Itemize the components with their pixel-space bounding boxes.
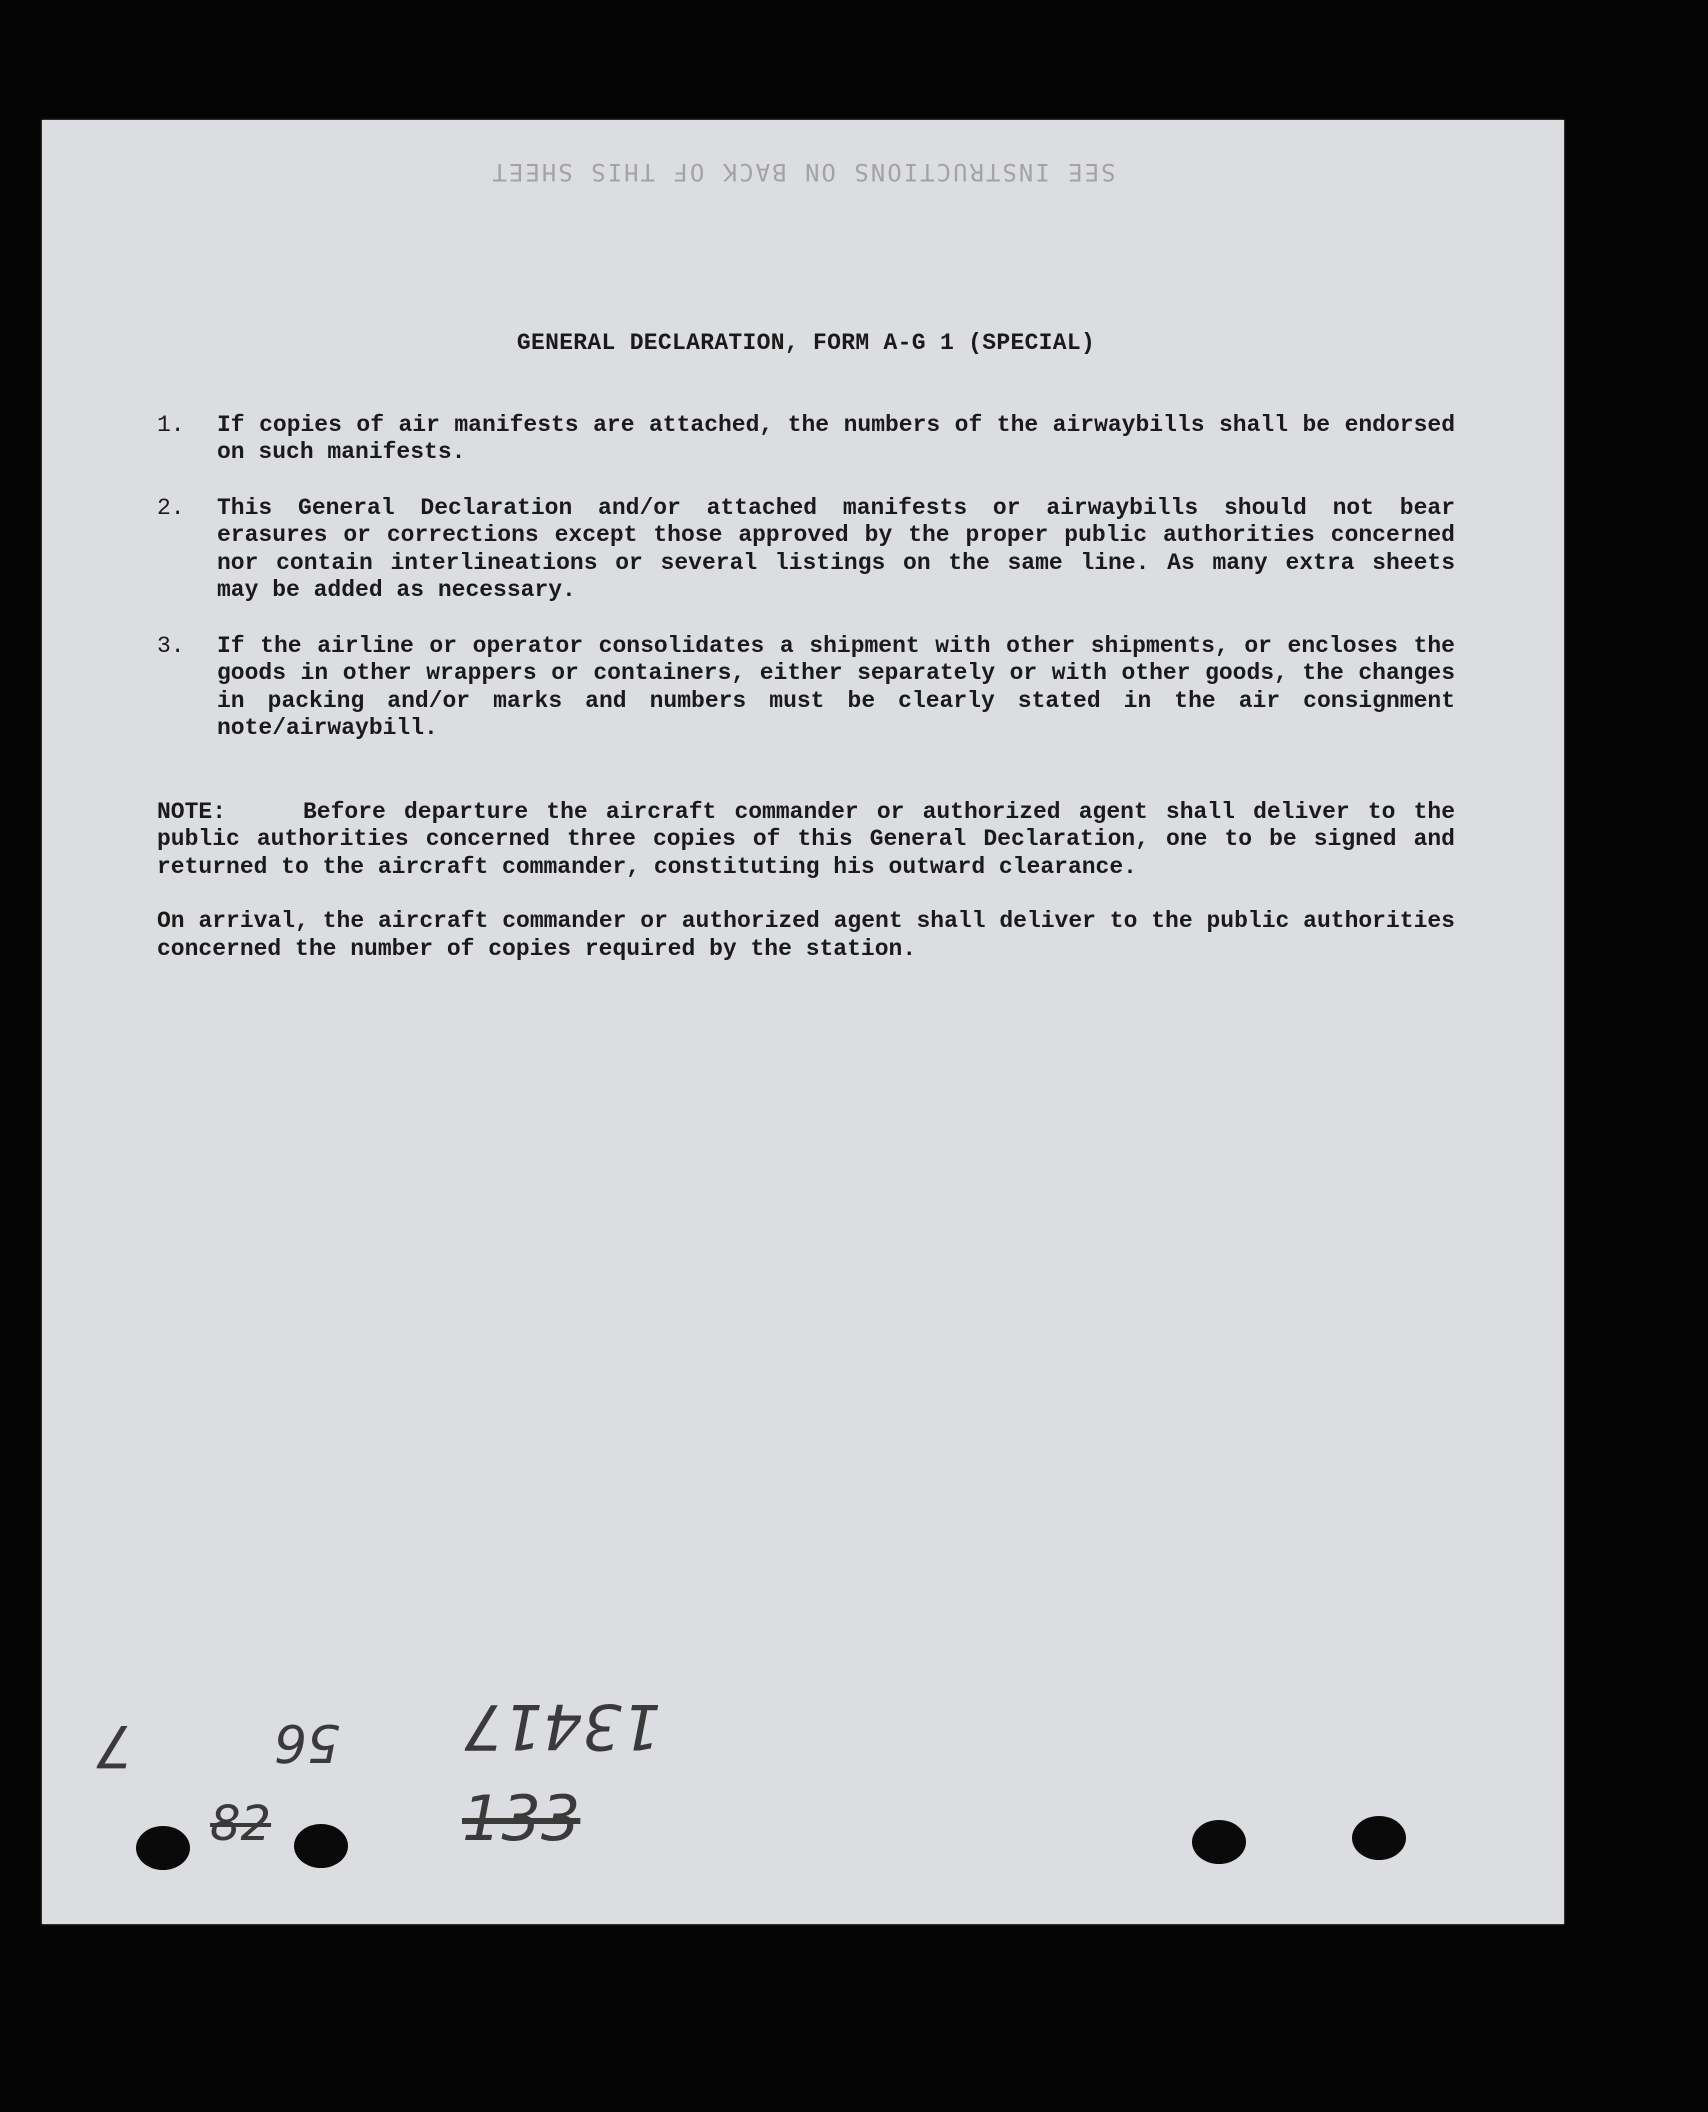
punch-hole bbox=[136, 1826, 190, 1870]
document-title: GENERAL DECLARATION, FORM A-G 1 (SPECIAL) bbox=[516, 330, 1096, 356]
item-number: 3. bbox=[157, 632, 185, 659]
item-number: 2. bbox=[157, 494, 185, 521]
note-label: NOTE: bbox=[157, 798, 227, 825]
list-item bbox=[157, 633, 1455, 743]
handwritten-number: 56 bbox=[274, 1712, 341, 1772]
punch-hole bbox=[1192, 1820, 1246, 1864]
document-page bbox=[42, 120, 1564, 1924]
item-number: 1. bbox=[157, 411, 185, 438]
struck-handwritten-number: 82 bbox=[210, 1796, 272, 1852]
list-item bbox=[157, 495, 1455, 605]
document-body bbox=[157, 330, 1455, 963]
list-item bbox=[157, 412, 1455, 467]
struck-handwritten-number: 133 bbox=[462, 1782, 581, 1855]
handwritten-number: 13417 bbox=[464, 1690, 662, 1763]
note-paragraph bbox=[157, 799, 1455, 882]
punch-hole bbox=[1352, 1816, 1406, 1860]
arrival-paragraph: On arrival, the aircraft commander or authorized agent shall deliver to the public authorities concerned the number of copies required by the station. bbox=[157, 908, 1455, 962]
bleed-through-text: SEE INSTRUCTIONS ON BACK OF THIS SHEET bbox=[490, 158, 1116, 186]
note-text: Before departure the aircraft commander or authorized agent shall deliver to the public authorities concerned three copies of this General Declaration, one to be signed and returned to the aircraft commander, constituting his outward clearance. bbox=[157, 798, 1455, 880]
punch-hole bbox=[294, 1824, 348, 1868]
item-text: This General Declaration and/or attached manifests or airwaybills should not bear erasures or corrections except those approved by the proper public authorities concerned nor contain interlineations or several listings on the same line. As many extra sheets may be added as necessary. bbox=[217, 494, 1455, 603]
handwritten-number: 7 bbox=[96, 1712, 133, 1780]
item-text: If copies of air manifests are attached, the numbers of the airwaybills shall be endorsed on such manifests. bbox=[217, 411, 1455, 465]
item-text: If the airline or operator consolidates a shipment with other shipments, or encloses the goods in other wrappers or containers, either separately or with other goods, the changes in packing and/or marks and numbers must be clearly stated in the air consignment note/airwaybill. bbox=[217, 632, 1455, 741]
